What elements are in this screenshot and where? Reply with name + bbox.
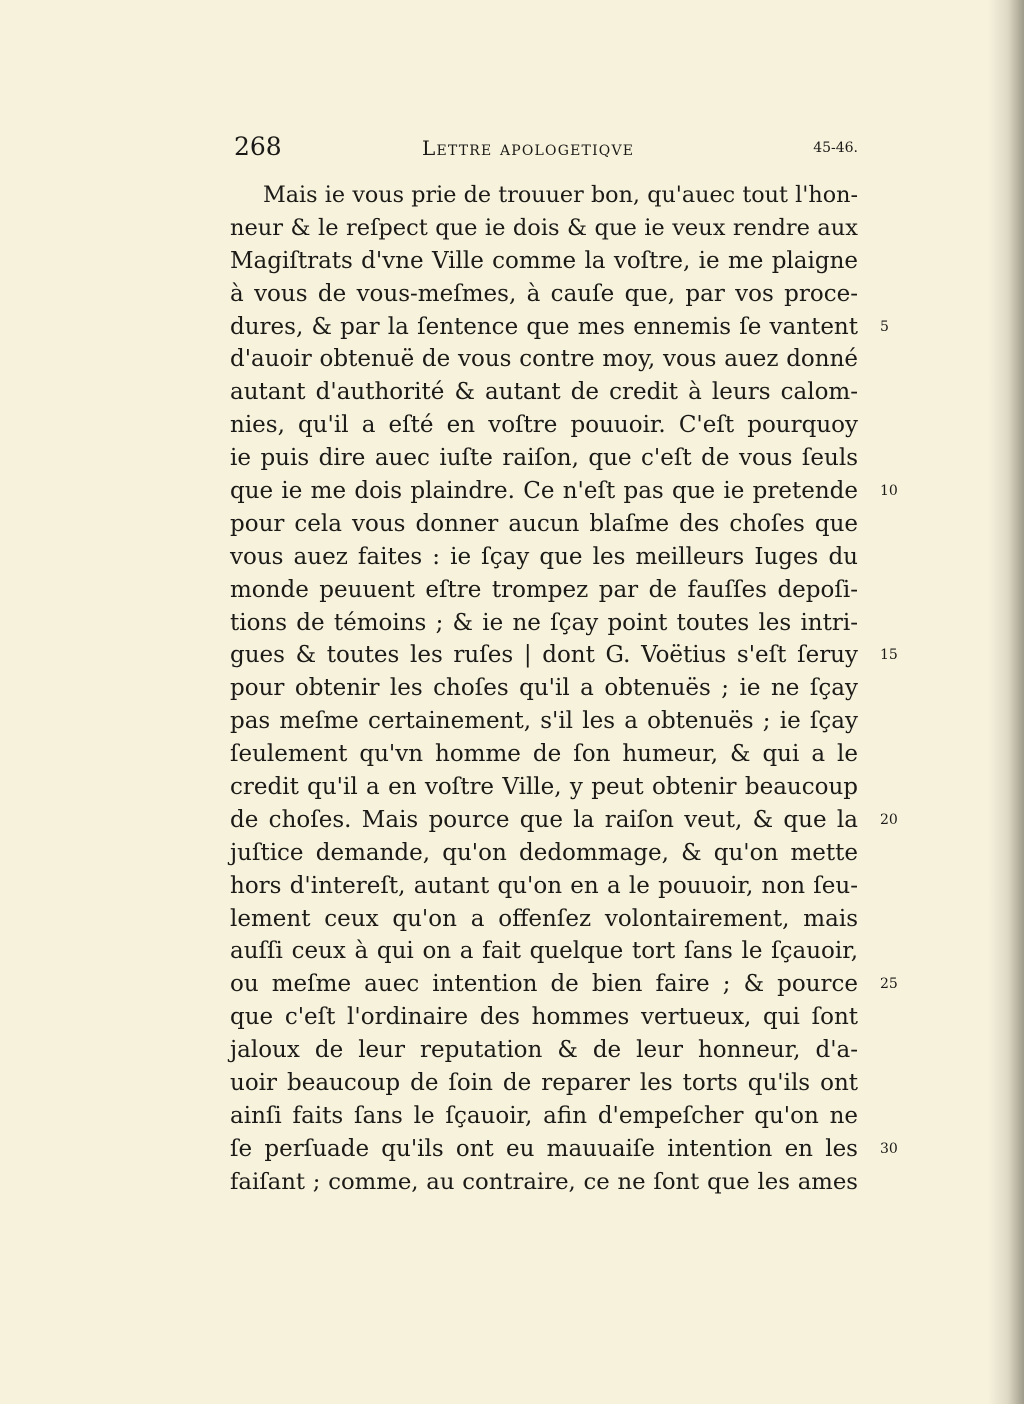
text-line: juſtice demande, qu'on dedommage, & qu'on mette [230, 839, 858, 866]
text-line: gues & toutes les ruſes | dont G. Voëtius s'eſt ſeruy 15 [230, 639, 858, 672]
text-line: ainſi faits ſans le ſçauoir, afin d'empeſcher qu'on ne [230, 1102, 858, 1129]
text-line: Mais ie vous prie de trouuer bon, qu'auec tout l'hon- [263, 182, 858, 208]
line-number: 20 [880, 811, 898, 828]
text-line: de choſes. Mais pource que la raiſon veut, & que la 20 [230, 804, 858, 837]
line-number: 5 [880, 318, 889, 335]
text-line: ie puis dire auec iuſte raiſon, que c'eſt de vous ſeuls [230, 445, 858, 472]
line-number: 15 [880, 647, 898, 664]
text-line: nies, qu'il a eſté en voſtre pouuoir. C'eſt pourquoy [230, 412, 858, 439]
text-line: pour cela vous donner aucun blaſme des choſes que [230, 510, 858, 537]
text-line: ſe perſuade qu'ils ont eu mauuaiſe intention en les 30 [230, 1133, 858, 1166]
running-title: Lettre apologetiqve [422, 136, 635, 160]
body-text [230, 179, 898, 1199]
line-number: 10 [880, 483, 898, 500]
text-line: neur & le reſpect que ie dois & que ie veux rendre aux [230, 214, 858, 241]
text-line: jaloux de leur reputation & de leur honneur, d'a- [230, 1037, 858, 1064]
text-line: monde peuuent eſtre trompez par de fauſſes depoſi- [230, 576, 858, 603]
text-line: tions de témoins ; & ie ne ſçay point toutes les intri- [230, 609, 858, 636]
page-edge-shadow [988, 0, 1024, 1404]
text-line: pour obtenir les choſes qu'il a obtenuës ; ie ne ſçay [230, 675, 858, 702]
text-line: hors d'intereſt, autant qu'on en a le pouuoir, non ſeu- [230, 872, 858, 899]
text-line: dures, & par la ſentence que mes ennemis ſe vantent 5 [230, 311, 858, 344]
page-reference: 45-46. [813, 140, 858, 156]
text-line: que ie me dois plaindre. Ce n'eſt pas que ie pretende 10 [230, 475, 858, 508]
text-line: auſſi ceux à qui on a fait quelque tort ſans le ſçauoir, [230, 938, 858, 965]
text-line: que c'eſt l'ordinaire des hommes vertueux, qui ſont [230, 1004, 858, 1031]
text-line: lement ceux qu'on a offenſez volontairement, mais [230, 905, 858, 932]
text-line: ou meſme auec intention de bien faire ; & pource 25 [230, 968, 858, 1001]
page-number: 268 [234, 132, 282, 161]
text-line: d'auoir obtenuë de vous contre moy, vous auez donné [230, 346, 858, 373]
text-line: pas meſme certainement, s'il les a obtenuës ; ie ſçay [230, 708, 858, 735]
text-line: faiſant ; comme, au contraire, ce ne ſont que les ames [230, 1168, 858, 1195]
line-number: 25 [880, 976, 898, 993]
text-line: vous auez faites : ie ſçay que les meilleurs Iuges du [230, 543, 858, 570]
text-line: à vous de vous-meſmes, à cauſe que, par vos proce- [230, 280, 858, 307]
line-number: 30 [880, 1140, 898, 1157]
text-line: uoir beaucoup de ſoin de reparer les torts qu'ils ont [230, 1070, 858, 1097]
text-line: autant d'authorité & autant de credit à leurs calom- [230, 379, 858, 406]
page-header [234, 132, 858, 168]
text-line: credit qu'il a en voſtre Ville, y peut obtenir beaucoup [230, 774, 858, 801]
text-line: Magiſtrats d'vne Ville comme la voſtre, ie me plaigne [230, 247, 858, 274]
text-line: ſeulement qu'vn homme de ſon humeur, & qui a le [230, 741, 858, 768]
